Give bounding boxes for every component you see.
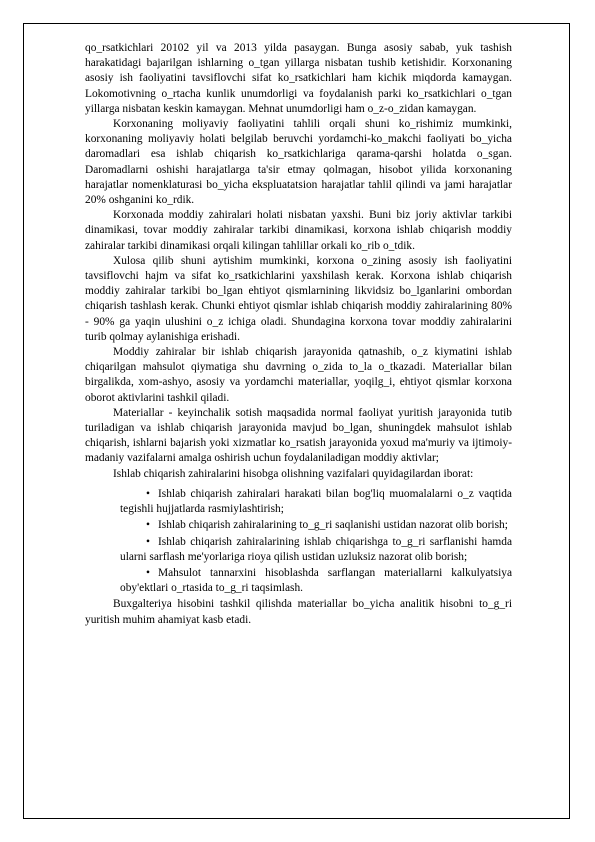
closing-paragraph: Buxgalteriya hisobini tashkil qilishda materiallar bo_yicha analitik hisobni to_g_ri yuritish muhim ahamiyat kasb etadi.	[85, 598, 512, 626]
paragraph: Korxonada moddiy zahiralari holati nisbatan yaxshi. Buni biz joriy aktivlar tarkibi dinamikasi, tovar moddiy zahiralar tarkibi dinamikasi, korxona ishlab chiqarish moddiy zahiralar tarkibi dinamikasi orqali kilingan tahlillar orkali ko_rib o_tdik.	[85, 209, 512, 252]
bullet-icon: •	[146, 566, 150, 579]
paragraph: Materiallar - keyinchalik sotish maqsadida normal faoliyat yuritish jarayonida tutib turiladigan va ishlab chiqarish jarayonida mavjud bo_lgan, shuningdek mahsulot ishlab chiqarish, ishlarni bajarish yoki xizmatlar ko_rsatish jarayonida yoxud ma'muriy va ijtimoiy-madaniy vazifalarni amalga oshirish uchun foydalaniladigan moddiy aktivlar;	[85, 406, 512, 465]
list-item	[85, 535, 512, 565]
bullet-icon: •	[146, 535, 150, 548]
paragraph: Moddiy zahiralar bir ishlab chiqarish jarayonida qatnashib, o_z kiymatini ishlab chiqarilgan mahsulot qiymatiga shu davrning o_zida to_la o_tkazadi. Materiallar bilan birgalikda, xom-ashyo, asosiy va yordamchi materiallar, yoqilg_i, ehtiyot qismlar korxona oborot aktivlarini tashkil qiladi.	[85, 346, 512, 404]
list-item	[85, 566, 512, 596]
paragraph: Xulosa qilib shuni aytishim mumkinki, korxona o_zining asosiy ish faoliyatini tavsiflovchi hajm va sifat ko_rsatkichlarini yaxshilash kerak. Korxona ishlab chiqarish moddiy zahiralar tarkibi bo_lgan ehtiyot qismlarnining likvidsiz bo_lganlarini ombordan chiqarish tashlash kerak. Chunki ehtiyot qismlar ishlab chiqarish moddiy zahiralarining 80% - 90% ga yaqin ulushini o_z ichiga oladi. Shundagina korxona tovar moddiy zahiralarini turib qolmay aylanishiga erishadi.	[85, 254, 512, 343]
list-item-text: Mahsulot tannarxini hisoblashda sarflangan materiallarni kalkulyatsiya oby'ektlari o_rtasida to_g_ri taqsimlash.	[120, 566, 512, 595]
list-item-text: Ishlab chiqarish zahiralarining to_g_ri saqlanishi ustidan nazorat olib borish;	[158, 519, 508, 532]
document-body	[85, 41, 512, 628]
bullet-icon: •	[146, 487, 150, 500]
list-intro: Ishlab chiqarish zahiralarini hisobga olishning vazifalari quyidagilardan iborat:	[113, 467, 474, 480]
bullet-icon: •	[146, 519, 150, 532]
paragraph: Korxonaning moliyaviy faoliyatini tahlili orqali shuni ko_rishimiz mumkinki, korxonaning moliyaviy holati belgilab beruvchi yordamchi-ko_makchi faoliyati bo_yicha daromadlari esa ishlab chiqarish ko_rsatkichlariga qarama-qarshi holatda o_sgan. Daromadlarni oshishi harajatlarga ta'sir etmay qolmagan, hisobot yilida korxonaning harajatlar nomenklaturasi bo_yicha ekspluatatsion harajatlar tahlil qilindi va jami harajatlar 20% oshganini ko_rdik.	[85, 118, 512, 207]
list-item-text: Ishlab chiqarish zahiralarining ishlab chiqarishga to_g_ri sarflanishi hamda ularni sarflash me'yorlariga rioya qilish ustidan uzluksiz nazorat olib borish;	[120, 535, 512, 563]
list-item-text: Ishlab chiqarish zahiralari harakati bilan bog'liq muomalalarni o_z vaqtida tegishli hujjatlarda rasmiylashtirish;	[120, 487, 512, 516]
list-item	[85, 487, 512, 517]
task-list	[85, 487, 512, 596]
paragraph: qo_rsatkichlari 20102 yil va 2013 yilda pasaygan. Bunga asosiy sabab, yuk tashish harakatidagi bajarilgan ishlarning o_tgan yillarga nisbatan tushib ketishidir. Korxonaning asosiy ish faoliyatini tavsiflovchi sifat ko_rsatkichlari ham kichik miqdorda kamaygan. Lokomotivning o_rtacha kunlik unumdorligi va foydalanish parki ko_rsatkichlari o_tgan yillarga nisbatan keskin kamaygan. Mehnat unumdorligi ham o_z-o_zidan kamaygan.	[85, 42, 512, 115]
list-item	[85, 518, 512, 533]
